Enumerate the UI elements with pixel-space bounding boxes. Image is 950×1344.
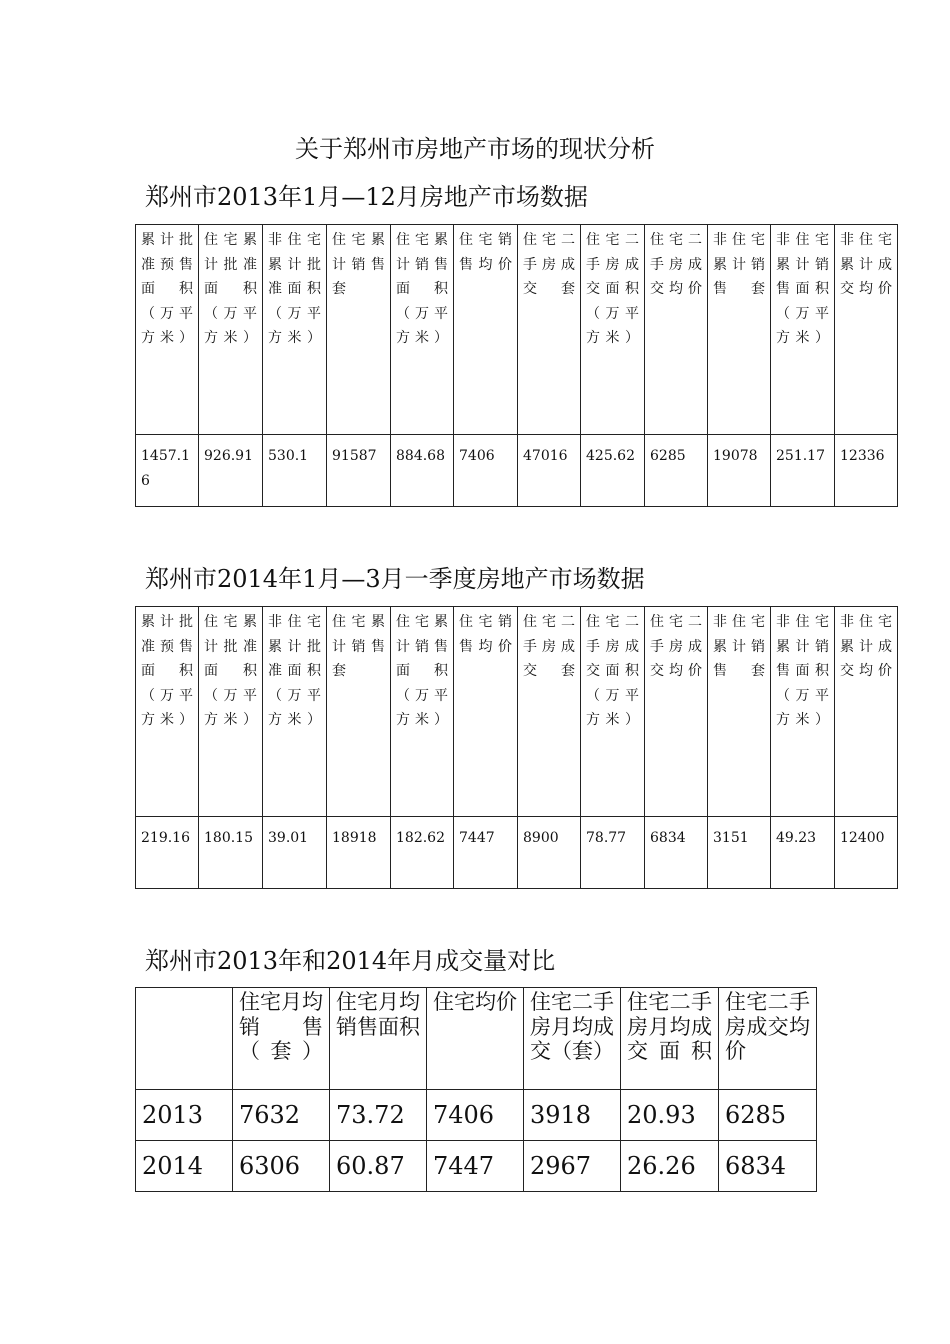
header-cell: 住宅累计批准面积（万平方米） [199, 225, 263, 435]
table-header-row [136, 988, 817, 1090]
header-cell: 累计批准预售面积（万平方米） [136, 607, 199, 817]
value-cell: 3918 [524, 1090, 621, 1141]
header-cell: 住宅累计销售面积（万平方米） [391, 607, 454, 817]
value-cell: 49.23 [771, 817, 835, 889]
value-cell: 926.91 [199, 435, 263, 507]
value-cell: 12336 [835, 435, 898, 507]
header-cell: 非住宅累计批准面积（万平方米） [263, 607, 327, 817]
header-cell: 非住宅累计销售面积（万平方米） [771, 607, 835, 817]
value-cell: 251.17 [771, 435, 835, 507]
value-cell: 20.93 [621, 1090, 719, 1141]
value-cell: 182.62 [391, 817, 454, 889]
value-cell: 3151 [708, 817, 771, 889]
section-heading-2014-q1: 郑州市2014年1月—3月一季度房地产市场数据 [145, 565, 645, 593]
table-row [136, 817, 898, 889]
value-cell: 60.87 [330, 1141, 427, 1192]
table-row [136, 1141, 817, 1192]
table-header-row [136, 225, 898, 435]
value-cell: 884.68 [391, 435, 454, 507]
value-cell: 6834 [645, 817, 708, 889]
value-cell: 425.62 [581, 435, 645, 507]
table-row [136, 435, 898, 507]
value-cell: 91587 [327, 435, 391, 507]
value-cell: 7447 [427, 1141, 524, 1192]
value-cell: 180.15 [199, 817, 263, 889]
value-cell: 18918 [327, 817, 391, 889]
header-cell: 住宅销售均价 [454, 607, 518, 817]
header-cell: 住宅均价 [427, 988, 524, 1090]
value-cell: 6285 [719, 1090, 817, 1141]
value-cell: 7406 [427, 1090, 524, 1141]
header-cell: 住宅二手房成交套 [518, 607, 581, 817]
header-cell: 住宅累计销售套 [327, 607, 391, 817]
value-cell: 78.77 [581, 817, 645, 889]
year-cell: 2013 [136, 1090, 233, 1141]
corner-cell [136, 988, 233, 1090]
header-cell: 住宅二手房成交均价 [645, 607, 708, 817]
section-heading-2013: 郑州市2013年1月—12月房地产市场数据 [145, 183, 588, 211]
value-cell: 39.01 [263, 817, 327, 889]
header-cell: 非住宅累计成交均价 [835, 225, 898, 435]
header-cell: 住宅二手房成交面积（万平方米） [581, 225, 645, 435]
value-cell: 7406 [454, 435, 518, 507]
header-cell: 住宅月均销售（套） [233, 988, 330, 1090]
value-cell: 73.72 [330, 1090, 427, 1141]
header-cell: 非住宅累计批准面积（万平方米） [263, 225, 327, 435]
header-cell: 非住宅累计销售面积（万平方米） [771, 225, 835, 435]
header-cell: 住宅月均销售面积 [330, 988, 427, 1090]
header-cell: 住宅二手房成交套 [518, 225, 581, 435]
value-cell: 7632 [233, 1090, 330, 1141]
header-cell: 累计批准预售面积（万平方米） [136, 225, 199, 435]
value-cell: 2967 [524, 1141, 621, 1192]
header-cell: 住宅二手房成交均价 [719, 988, 817, 1090]
header-cell: 住宅二手房月均成交（套） [524, 988, 621, 1090]
value-cell: 12400 [835, 817, 898, 889]
section-heading-comparison: 郑州市2013年和2014年月成交量对比 [145, 947, 556, 975]
header-cell: 住宅累计批准面积（万平方米） [199, 607, 263, 817]
value-cell: 1457.16 [136, 435, 199, 507]
header-cell: 住宅累计销售套 [327, 225, 391, 435]
data-table-2013 [135, 224, 898, 507]
header-cell: 住宅销售均价 [454, 225, 518, 435]
table-header-row [136, 607, 898, 817]
year-cell: 2014 [136, 1141, 233, 1192]
header-cell: 住宅累计销售面积（万平方米） [391, 225, 454, 435]
value-cell: 47016 [518, 435, 581, 507]
value-cell: 530.1 [263, 435, 327, 507]
value-cell: 26.26 [621, 1141, 719, 1192]
header-cell: 非住宅累计成交均价 [835, 607, 898, 817]
header-cell: 住宅二手房月均成交面积 [621, 988, 719, 1090]
value-cell: 19078 [708, 435, 771, 507]
header-cell: 住宅二手房成交面积（万平方米） [581, 607, 645, 817]
value-cell: 6834 [719, 1141, 817, 1192]
header-cell: 非住宅累计销售套 [708, 225, 771, 435]
value-cell: 7447 [454, 817, 518, 889]
comparison-table [135, 987, 817, 1192]
header-cell: 住宅二手房成交均价 [645, 225, 708, 435]
document-title: 关于郑州市房地产市场的现状分析 [295, 135, 655, 163]
value-cell: 6306 [233, 1141, 330, 1192]
value-cell: 6285 [645, 435, 708, 507]
value-cell: 8900 [518, 817, 581, 889]
data-table-2014-q1 [135, 606, 898, 889]
header-cell: 非住宅累计销售套 [708, 607, 771, 817]
value-cell: 219.16 [136, 817, 199, 889]
table-row [136, 1090, 817, 1141]
